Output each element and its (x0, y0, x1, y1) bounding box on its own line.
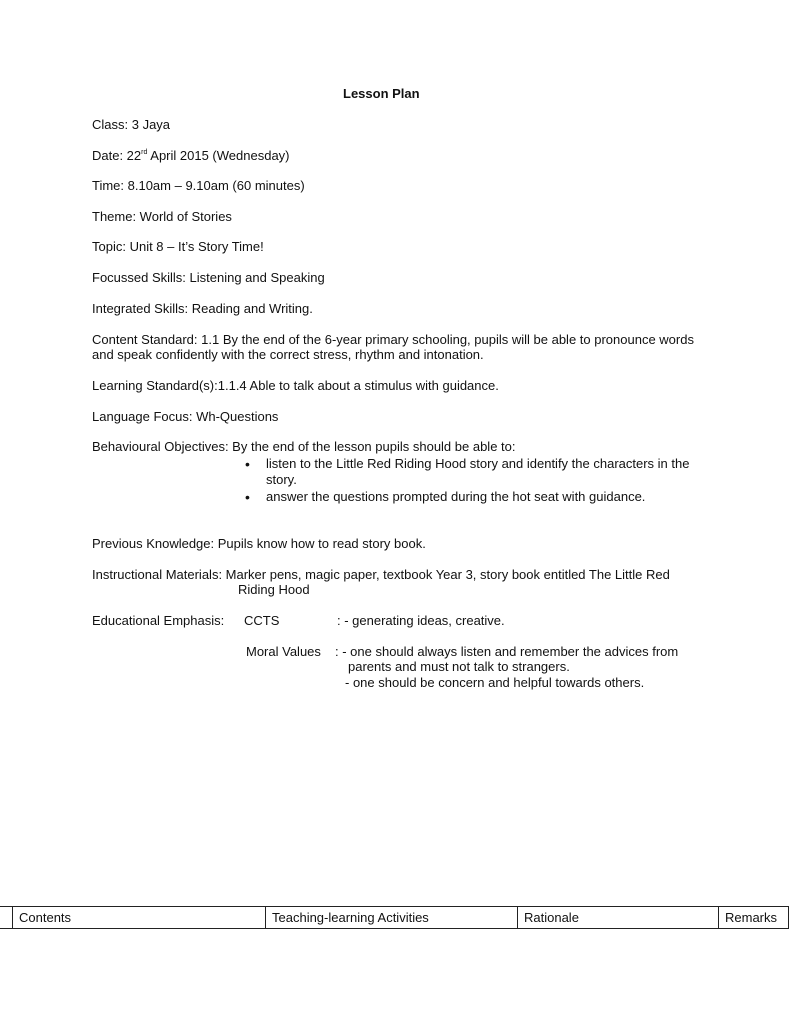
moral-values-line-3: - one should be concern and helpful towards others. (345, 675, 645, 690)
objective-2-line-1: answer the questions prompted during the hot seat with guidance. (266, 489, 646, 504)
theme-line: Theme: World of Stories (92, 209, 232, 224)
list-item (245, 489, 745, 505)
date-prefix: Date: 22 (92, 148, 142, 163)
objectives-list (245, 456, 745, 506)
objective-1-line-2: story. (266, 472, 297, 487)
integrated-skills-line: Integrated Skills: Reading and Writing. (92, 301, 313, 316)
focussed-skills-line: Focussed Skills: Listening and Speaking (92, 270, 325, 285)
date-rest: April 2015 (Wednesday) (147, 148, 290, 163)
table-header-row (0, 907, 789, 929)
instructional-materials-line-1: Instructional Materials: Marker pens, magic paper, textbook Year 3, story book entitled The Little Red (92, 567, 670, 582)
header-teaching-learning-activities: Teaching-learning Activities (266, 907, 518, 929)
behavioural-objectives-intro: Behavioural Objectives: By the end of the lesson pupils should be able to: (92, 439, 516, 454)
time-line: Time: 8.10am – 9.10am (60 minutes) (92, 178, 305, 193)
header-remarks: Remarks (719, 907, 789, 929)
moral-values-line-2: parents and must not talk to strangers. (348, 659, 570, 674)
moral-values-line-1: : - one should always listen and remember the advices from (335, 644, 679, 659)
objective-1-line-1: listen to the Little Red Riding Hood story and identify the characters in the (266, 456, 690, 471)
ccts-value: : - generating ideas, creative. (337, 613, 505, 628)
header-contents: Contents (13, 907, 266, 929)
table-cell-empty (0, 907, 13, 929)
class-line: Class: 3 Jaya (92, 117, 171, 132)
page-title: Lesson Plan (343, 86, 420, 101)
moral-values-label: Moral Values (246, 644, 321, 659)
previous-knowledge-line: Previous Knowledge: Pupils know how to read story book. (92, 536, 426, 551)
date-ordinal: rd (141, 148, 148, 156)
educational-emphasis-label: Educational Emphasis: (92, 613, 225, 628)
learning-standard-line: Learning Standard(s):1.1.4 Able to talk about a stimulus with guidance. (92, 378, 499, 393)
list-item (245, 456, 745, 488)
content-standard-line-2: and speak confidently with the correct stress, rhythm and intonation. (92, 347, 484, 362)
ccts-label: CCTS (244, 613, 280, 628)
language-focus-line: Language Focus: Wh-Questions (92, 409, 279, 424)
date-line (92, 148, 290, 164)
topic-line: Topic: Unit 8 – It’s Story Time! (92, 239, 264, 254)
header-rationale: Rationale (518, 907, 719, 929)
instructional-materials-line-2: Riding Hood (238, 582, 310, 597)
content-standard-line-1: Content Standard: 1.1 By the end of the 6-year primary schooling, pupils will be able to pronounce words (92, 332, 694, 347)
lesson-table (0, 906, 789, 929)
